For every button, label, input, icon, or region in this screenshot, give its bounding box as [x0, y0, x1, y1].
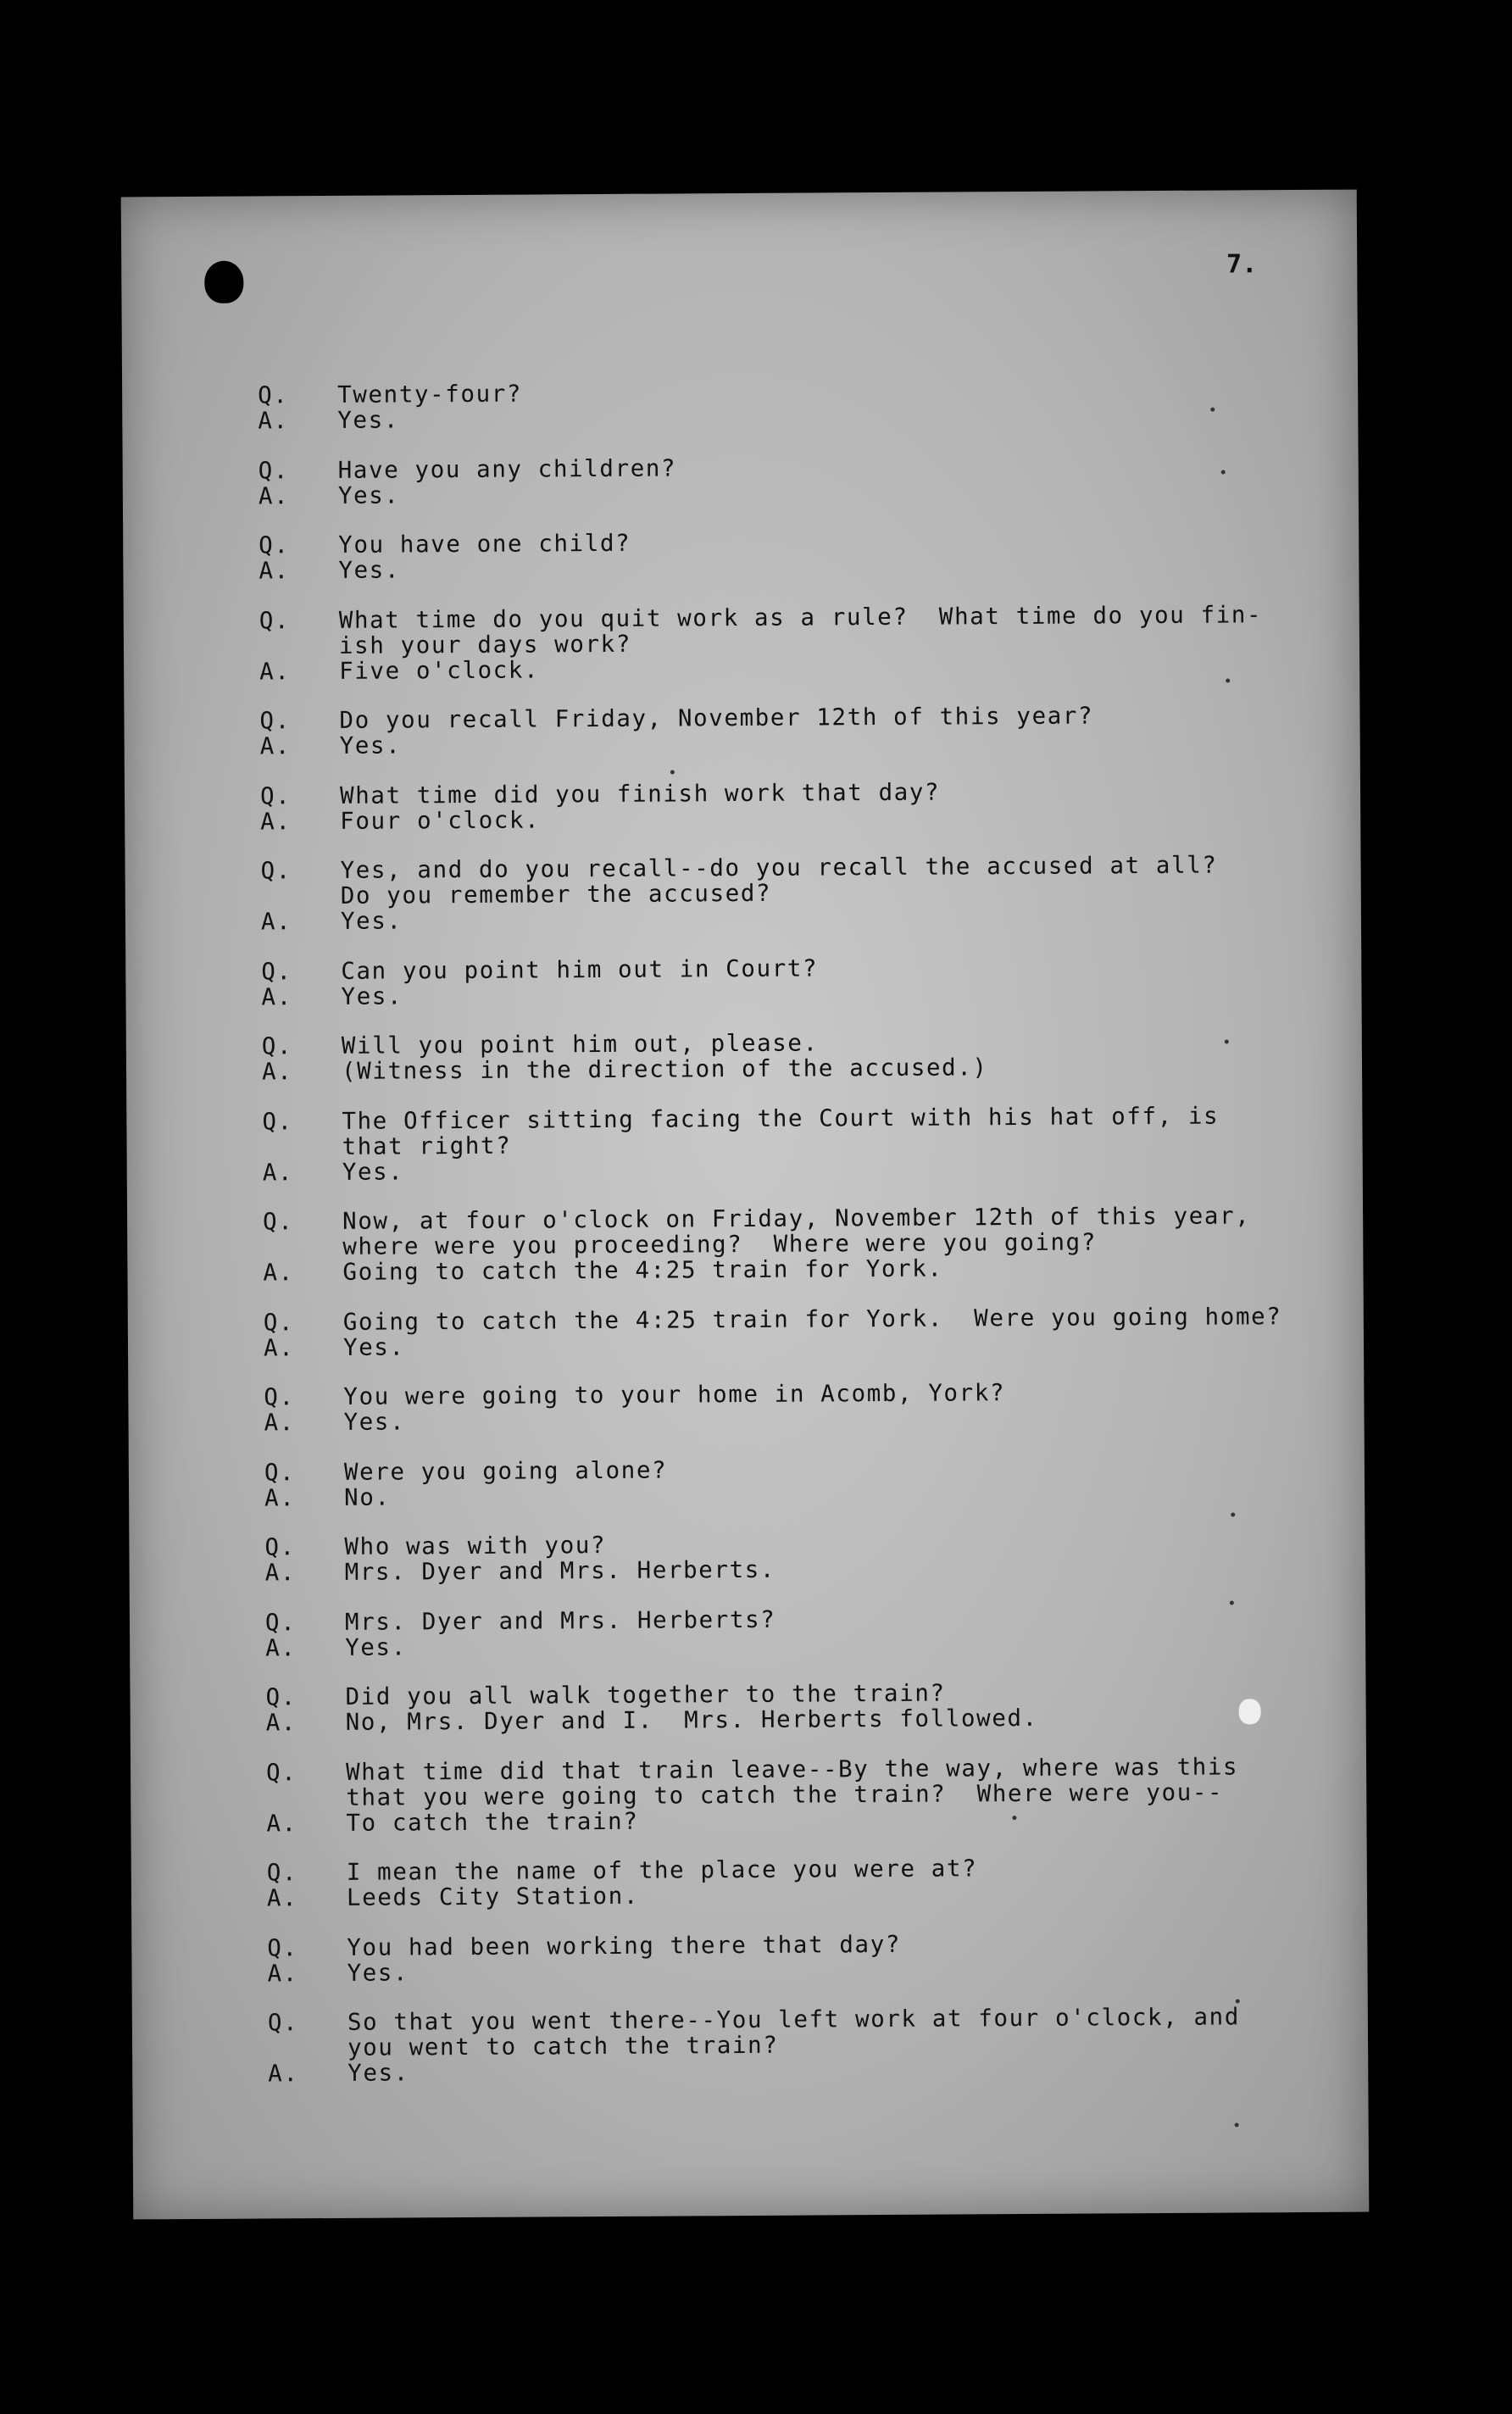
answer-marker: A. [263, 1333, 295, 1361]
transcript-line [265, 1629, 1248, 1660]
answer-text: Yes. [337, 406, 400, 434]
question-text: What time did you finish work that day? [339, 778, 941, 809]
qa-block [260, 777, 1243, 834]
question-marker: Q. [264, 1383, 295, 1411]
continuation-marker [263, 1234, 342, 1260]
transcript-line [260, 803, 1243, 834]
question-text: You had been working there that day? [347, 1930, 902, 1961]
qa-block [263, 1302, 1282, 1361]
answer-text: Yes. [338, 556, 401, 584]
answer-text: Yes. [347, 1958, 409, 1987]
answer-marker: A. [260, 908, 292, 936]
transcript-line [264, 1479, 1248, 1510]
question-marker: Q. [259, 707, 291, 735]
qa-block [259, 702, 1242, 759]
transcript-line [266, 1704, 1249, 1735]
answer-marker: A. [264, 1559, 297, 1587]
answer-text: Five o'clock. [339, 655, 540, 685]
transcript-line [263, 1154, 1246, 1185]
question-marker: Q. [264, 1533, 296, 1561]
transcript-line [260, 727, 1243, 759]
qa-block [263, 1202, 1251, 1287]
answer-text: No, Mrs. Dyer and I. Mrs. Herberts followed. [345, 1704, 1038, 1736]
answer-marker: A. [259, 657, 291, 685]
answer-text: Yes. [345, 1633, 407, 1661]
transcript-line [258, 402, 1241, 433]
question-text: Do you remember the accused? [340, 879, 772, 909]
qa-block [267, 1854, 1250, 1911]
answer-text: (Witness in the direction of the accused.) [341, 1054, 988, 1085]
answer-text: Yes. [341, 982, 403, 1010]
answer-text: To catch the train? [346, 1807, 639, 1837]
transcript-line [262, 1053, 1245, 1084]
question-text: Yes, and do you recall--do you recall the accused at all? [340, 851, 1218, 884]
question-text: Did you all walk together to the train? [345, 1679, 946, 1710]
document-page [121, 190, 1370, 2220]
qa-block [262, 1103, 1246, 1185]
transcript-line [258, 552, 1242, 583]
answer-text: Mrs. Dyer and Mrs. Herberts. [344, 1555, 776, 1586]
question-marker: Q. [263, 1308, 295, 1336]
question-marker: Q. [262, 1107, 293, 1135]
question-text: Can you point him out in Court? [341, 954, 819, 985]
question-marker: Q. [265, 1683, 297, 1711]
question-text: that you were going to catch the train? Where were you-- [346, 1778, 1224, 1811]
answer-marker: A. [266, 1809, 297, 1837]
question-text: I mean the name of the place you were at? [346, 1855, 978, 1886]
question-text: You were going to your home in Acomb, York? [343, 1379, 1006, 1410]
transcript-line [264, 1329, 1247, 1360]
qa-block [264, 1378, 1247, 1435]
qa-block [260, 852, 1244, 934]
question-marker: Q. [267, 2009, 299, 2037]
question-marker: Q. [263, 1208, 294, 1236]
answer-text: Yes. [339, 731, 402, 759]
question-text: What time do you quit work as a rule? What time do you fin- [338, 600, 1263, 634]
question-marker: Q. [258, 381, 289, 409]
question-text: Will you point him out, please. [341, 1029, 819, 1060]
answer-text: Yes. [342, 1157, 404, 1186]
qa-block [258, 600, 1263, 685]
transcript-line [266, 1805, 1249, 1836]
question-text: Were you going alone? [343, 1456, 668, 1486]
continuation-marker [268, 2035, 347, 2061]
continuation-marker [262, 1133, 342, 1160]
answer-marker: A. [258, 407, 289, 435]
transcript-line [265, 1554, 1248, 1585]
transcript-line [261, 903, 1244, 934]
answer-text: Leeds City Station. [346, 1882, 640, 1911]
transcript-line [263, 1254, 1246, 1285]
qa-block [264, 1454, 1248, 1510]
qa-block [258, 526, 1242, 583]
question-marker: Q. [258, 531, 290, 559]
question-text: Who was with you? [344, 1532, 607, 1560]
question-text: Twenty-four? [337, 380, 523, 409]
question-marker: Q. [258, 456, 290, 484]
answer-marker: A. [261, 982, 292, 1010]
answer-text: Yes. [340, 907, 403, 935]
answer-marker: A. [265, 1633, 297, 1661]
qa-block [258, 376, 1241, 433]
answer-text: Yes. [337, 481, 400, 509]
question-marker: Q. [264, 1458, 296, 1486]
question-text: You have one child? [338, 529, 631, 559]
answer-marker: A. [259, 732, 292, 760]
transcript-line [259, 653, 1242, 684]
question-text: So that you went there--You left work at four o'clock, and [347, 2003, 1241, 2036]
answer-text: Yes. [347, 2059, 409, 2087]
answer-marker: A. [258, 481, 290, 509]
qa-block [258, 452, 1242, 509]
qa-block [268, 2004, 1252, 2086]
qa-block [265, 1604, 1248, 1660]
question-marker: Q. [265, 1758, 297, 1786]
qa-block [262, 1027, 1245, 1084]
qa-block [264, 1528, 1248, 1585]
continuation-marker [259, 632, 339, 659]
question-marker: Q. [266, 1859, 298, 1887]
answer-marker: A. [262, 1158, 294, 1186]
question-marker: Q. [261, 1032, 293, 1060]
question-marker: Q. [258, 606, 291, 634]
answer-marker: A. [258, 557, 290, 585]
speck [1235, 2122, 1239, 2127]
answer-marker: A. [268, 2060, 299, 2088]
question-text: you went to catch the train? [347, 2031, 779, 2061]
transcript-line [258, 477, 1242, 509]
question-text: Do you recall Friday, November 12th of this year? [339, 702, 1094, 734]
answer-marker: A. [264, 1483, 296, 1511]
transcript-line [261, 978, 1244, 1010]
answer-text: Going to catch the 4:25 train for York. [342, 1254, 943, 1286]
answer-marker: A. [260, 807, 292, 835]
answer-marker: A. [266, 1884, 298, 1912]
question-marker: Q. [264, 1608, 297, 1636]
question-marker: Q. [261, 957, 292, 985]
continuation-marker [266, 1784, 346, 1810]
answer-marker: A. [261, 1058, 293, 1086]
answer-marker: A. [267, 1959, 298, 1987]
answer-marker: A. [263, 1259, 294, 1287]
answer-text: Yes. [343, 1408, 406, 1436]
question-marker: Q. [260, 857, 292, 885]
qa-block [261, 953, 1244, 1010]
question-text: Mrs. Dyer and Mrs. Herberts? [344, 1605, 776, 1636]
question-text: that right? [342, 1132, 512, 1160]
answer-text: No. [344, 1483, 391, 1511]
qa-block [266, 1754, 1250, 1836]
question-text: What time did that train leave--By the way, where was this [345, 1752, 1239, 1786]
question-marker: Q. [267, 1933, 298, 1961]
answer-text: Four o'clock. [340, 805, 541, 835]
answer-text: Yes. [342, 1332, 405, 1361]
punch-hole [204, 261, 243, 303]
page-number: 7. [1226, 249, 1258, 280]
question-marker: Q. [259, 781, 292, 809]
question-text: where were you proceeding? Where were you going? [342, 1228, 1098, 1260]
continuation-marker [261, 883, 341, 909]
answer-marker: A. [264, 1409, 295, 1437]
question-text: ish your days work? [338, 630, 632, 659]
qa-block [267, 1929, 1250, 1986]
answer-marker: A. [265, 1709, 297, 1737]
qa-block [265, 1678, 1248, 1735]
transcript [258, 376, 1282, 2111]
question-text: Going to catch the 4:25 train for York. Were you going home? [342, 1302, 1282, 1336]
transcript-line [267, 1955, 1250, 1986]
transcript-line [264, 1404, 1247, 1435]
question-text: The Officer sitting facing the Court with his hat off, is [342, 1102, 1220, 1135]
question-text: Have you any children? [337, 453, 677, 484]
question-text: Now, at four o'clock on Friday, November 12th of this year, [342, 1202, 1251, 1235]
transcript-line [268, 2055, 1251, 2086]
transcript-line [267, 1879, 1250, 1911]
